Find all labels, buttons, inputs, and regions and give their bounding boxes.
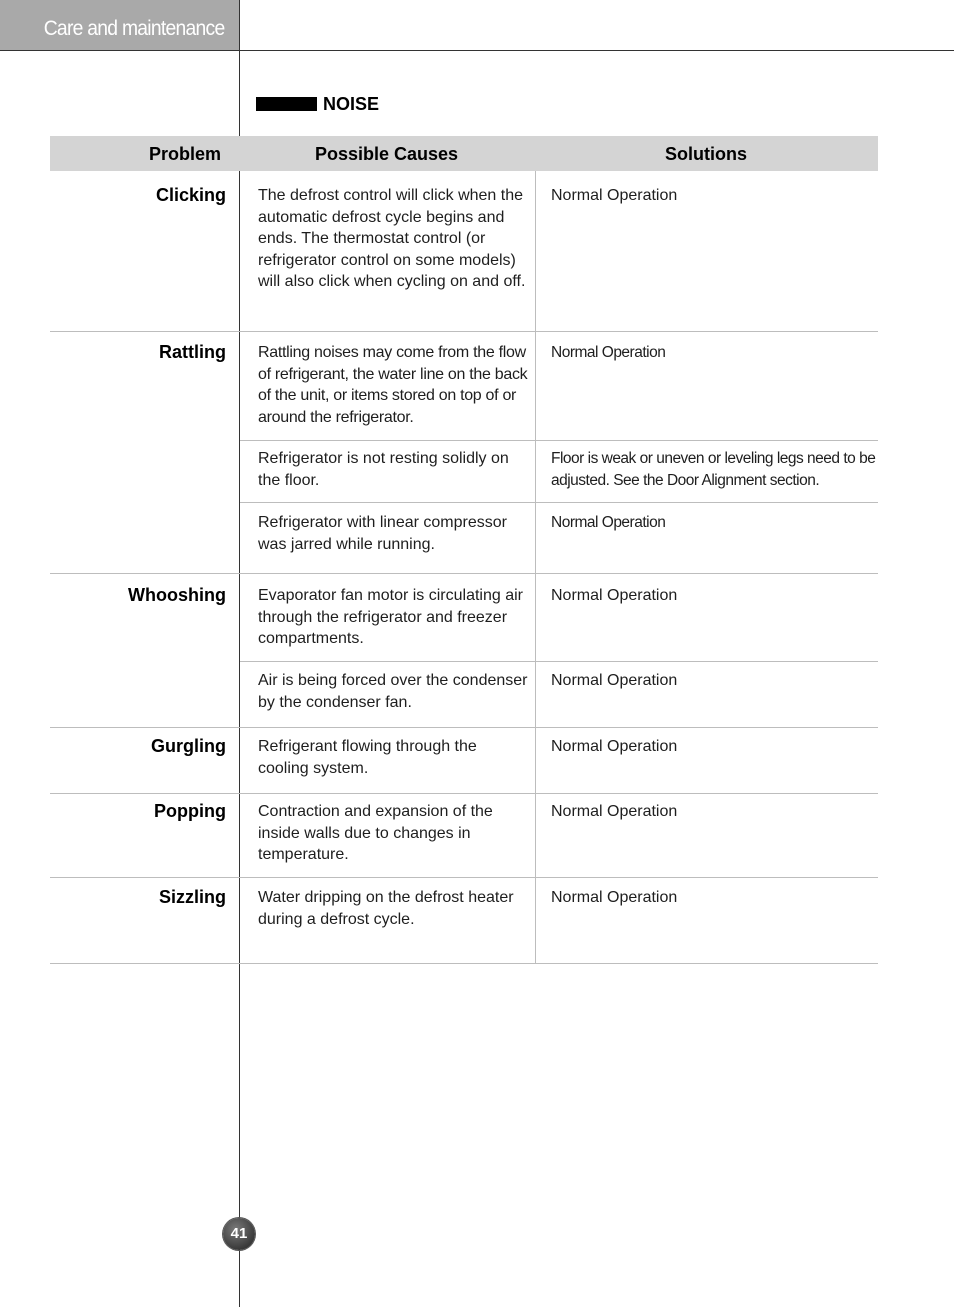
- solution-text: Normal Operation: [551, 514, 666, 531]
- cause-text: Refrigerator with linear compressor was jarred while running.: [258, 514, 507, 553]
- cause-text: Refrigerator is not resting solidly on the floor.: [258, 450, 509, 489]
- solution-text: Normal Operation: [551, 738, 678, 755]
- solution-text: Floor is weak or uneven or leveling legs need to be adjusted. See the Door Alignment section.: [551, 450, 876, 489]
- solution-text: Normal Operation: [551, 803, 678, 820]
- problem-label: Sizzling: [159, 887, 226, 907]
- cause-text: Water dripping on the defrost heater during a defrost cycle.: [258, 889, 514, 928]
- table-bottom-rule: [50, 963, 878, 964]
- table-header: [50, 136, 878, 171]
- problem-label: Popping: [154, 801, 226, 821]
- section-tab: [0, 0, 239, 50]
- row-divider: [240, 661, 878, 662]
- solution-text: Normal Operation: [551, 187, 678, 204]
- solution-text: Normal Operation: [551, 672, 678, 689]
- page-number: 41: [223, 1218, 255, 1250]
- column-header-problem: Problem: [149, 144, 222, 164]
- cause-text: Refrigerant flowing through the cooling system.: [258, 738, 477, 777]
- cause-text: Air is being forced over the condenser by the condenser fan.: [258, 672, 528, 711]
- column-divider: [535, 441, 536, 502]
- column-divider: [535, 574, 536, 661]
- group-divider: [50, 573, 878, 574]
- column-divider: [535, 662, 536, 727]
- group-divider: [50, 877, 878, 878]
- problem-label: Rattling: [159, 342, 226, 362]
- group-divider: [50, 727, 878, 728]
- header-rule: [239, 50, 954, 51]
- solution-text: Normal Operation: [551, 587, 678, 604]
- cause-text: Contraction and expansion of the inside walls due to changes in temperature.: [258, 803, 493, 863]
- row-divider: [240, 440, 878, 441]
- solution-text: Normal Operation: [551, 344, 666, 361]
- solution-text: Normal Operation: [551, 889, 678, 906]
- header-rule-left: [0, 50, 239, 51]
- row-divider: [240, 502, 878, 503]
- section-title: Care and maintenance: [43, 17, 224, 40]
- group-divider: [50, 331, 878, 332]
- column-divider: [535, 878, 536, 963]
- column-divider: [535, 794, 536, 877]
- column-divider: [535, 728, 536, 793]
- problem-label: Clicking: [155, 185, 226, 205]
- column-divider: [535, 332, 536, 440]
- column-divider: [535, 503, 536, 573]
- heading-text: NOISE: [323, 94, 380, 114]
- cause-text: Evaporator fan motor is circulating air through the refrigerator and freezer compartments.: [258, 587, 523, 647]
- group-divider: [50, 793, 878, 794]
- cause-text: The defrost control will click when the automatic defrost cycle begins and ends. The thermostat control (or refrigerator control on some models) will also click when cycling on and off.: [258, 187, 526, 290]
- problem-label: Gurgling: [151, 736, 226, 756]
- column-header-solutions: Solutions: [665, 144, 747, 164]
- heading-bar: [256, 97, 317, 111]
- cause-text: Rattling noises may come from the flow of refrigerant, the water line on the back of the unit, or items stored on top of or around the refrigerator.: [258, 344, 528, 426]
- margin-line: [239, 0, 240, 1307]
- column-divider: [535, 171, 536, 331]
- column-header-causes: Possible Causes: [315, 144, 459, 164]
- problem-label: Whooshing: [128, 585, 226, 605]
